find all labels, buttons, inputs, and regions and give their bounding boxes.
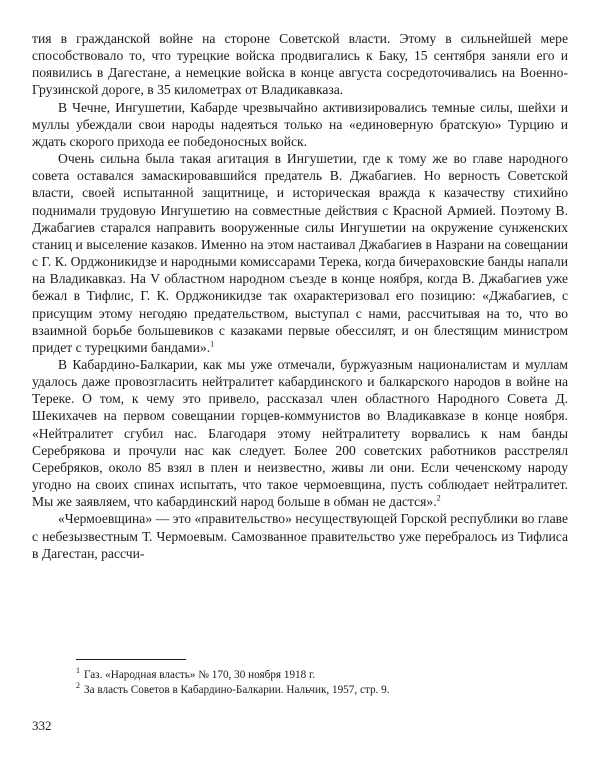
footnotes: [76, 668, 556, 697]
footnote-ref-2: 2: [436, 493, 441, 503]
paragraph-4: [32, 356, 568, 510]
footnote-2-text: За власть Советов в Кабардино-Балкарии. Нальчик, 1957, стр. 9.: [84, 683, 390, 696]
paragraph-1: тия в гражданской войне на стороне Советской власти. Этому в сильнейшей мере способствовало то, что турецкие войска продвигались к Баку, 15 сентября заняли его и появились в Дагестане, а немецкие войска в конце августа сосредоточивались на Военно-Грузинской дороге, в 35 километрах от Владикавказа.: [32, 31, 568, 98]
paragraph-3-text: Очень сильна была такая агитация в Ингушетии, где к тому же во главе народного совета оставался замаскировавшийся предатель В. Джабагиев. Но верность Советской власти, своей испытанной защитнице, и историческая вражда к казачеству стихийно поднимали трудовую Ингушетию на совместные действия с Красной Армией. Поэтому В. Джабагиев старался направить вооруженные силы Ингушетии на окружение сунженских станиц и выселение казаков. Именно на этом настаивал Джабагиев в Назрани на совещании с Г. К. Орджоникидзе и народными комиссарами Терека, когда бичераховские банды напали на Владикавказ. На V областном народном съезде в конце ноября, когда В. Джабагиев уже бежал в Тифлис, Г. К. Орджоникидзе так охарактеризовал его позицию: «Джабагиев, с присущим этому негодяю предательством, выступал с нами, рассчитывая на то, что во взаимной борьбе большевиков с казаками первые обессилят, и он блестящим министром придет с турецкими бандами».: [32, 151, 568, 355]
footnote-2-mark: 2: [76, 680, 80, 690]
paragraph-2: В Чечне, Ингушетии, Кабарде чрезвычайно активизировались темные силы, шейхи и муллы убеждали свои народы надеяться только на «единоверную братскую» Турцию и ждать скорого прихода ее победоносных войск.: [32, 99, 568, 149]
footnote-1-mark: 1: [76, 666, 80, 676]
page-number: 332: [32, 718, 52, 733]
footnote-2: [76, 680, 556, 698]
footnote-1: [76, 668, 556, 683]
paragraph-4-text: В Кабардино-Балкарии, как мы уже отмечали, буржуазным националистам и муллам удалось даже провозгласить нейтралитет кабардинского и балкарского народов в войне на Тереке. О том, к чему это привело, рассказал член областного Народного Совета Д. Шекихачев на первом совещании горцев-коммунистов во Владикавказе в конце ноября. «Нейтралитет сгубил нас. Благодаря этому нейтралитету ворвались к нам банды Серебрякова и прочули нас как следует. Более 200 советских работников расстрелял Серебряков, около 85 взял в плен и неизвестно, живы ли они. Если чеченскому народу угодно на своих спинах испытать, что такое чермоевщина, пусть соблюдает нейтралитет. Мы же заявляем, что кабардинский народ больше в обман не дастся».: [32, 356, 568, 510]
paragraph-5: «Чермоевщина» — это «правительство» несуществующей Горской республики во главе с небезызвестным Т. Чермоевым. Самозванное правительство уже перебралось из Тифлиса в Дагестан, рассчи-: [32, 511, 568, 561]
footnote-divider: [76, 659, 186, 660]
paragraph-3: [32, 150, 568, 356]
footnote-ref-1: 1: [210, 339, 215, 349]
footnote-1-text: Газ. «Народная власть» № 170, 30 ноября 1918 г.: [84, 669, 316, 681]
main-text: [32, 30, 568, 562]
